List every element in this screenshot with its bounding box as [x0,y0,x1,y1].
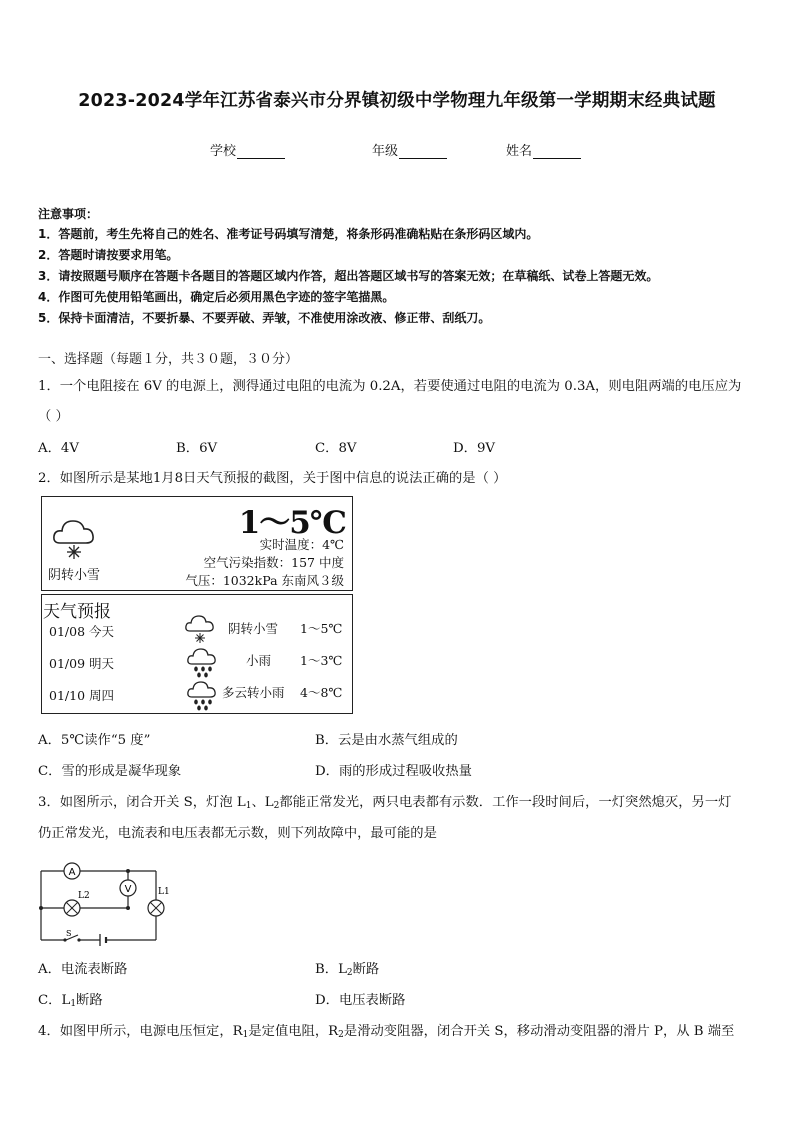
section-heading: 一、选择题（每题１分，共３０题，３０分） [38,352,299,367]
forecast-date: 01/08 今天 [49,624,114,639]
circuit-diagram [34,856,174,948]
notes-heading: 注意事项： [38,207,99,221]
forecast-date: 01/10 周四 [49,688,114,703]
forecast-condition: 小雨 [246,653,272,668]
q3-stem: 3．如图所示，闭合开关 S，灯泡 $L_1$、$L_2$都能正常发光，两只电表都有示数．工作一段时间后，一灯突然熄灭，另一灯 [38,795,732,811]
name-field[interactable] [506,140,581,159]
realtime-temperature: 实时温度：4℃ [259,537,344,552]
school-label: 学校 [210,144,237,159]
q4-stem: 4．如图甲所示，电源电压恒定，$R_1$是定值电阻，$R_2$是滑动变阻器，闭合开关 S，移动滑动变阻器的滑片 P，从 B 端至 [38,1024,735,1040]
note-item: 5．保持卡面清洁，不要折暴、不要弄破、弄皱，不准使用涂改液、修正带、刮纸刀。 [38,311,491,325]
note-item: 4．作图可先使用铅笔画出，确定后必须用黑色字迹的签字笔描黑。 [38,290,395,304]
snow-cloud-icon [50,511,100,561]
q1-option-c[interactable]: C．8V [315,441,357,456]
pressure-wind: 气压：1032kPa 东南风３级 [185,573,344,588]
switch-label: S [66,929,72,938]
school-blank[interactable] [237,146,285,159]
grade-label: 年级 [372,144,399,159]
lamp2-label: L2 [78,891,90,901]
weather-current-panel [41,496,353,591]
forecast-condition: 多云转小雨 [222,685,285,700]
grade-blank[interactable] [399,146,447,159]
note-item: 3．请按照题号顺序在答题卡各题目的答题区域内作答，超出答题区域书写的答案无效；在草稿纸、试卷上答题无效。 [38,269,659,283]
q2-option-a[interactable]: A．5℃读作“5 度” [38,733,151,748]
air-quality-index: 空气污染指数：157 中度 [203,555,344,570]
snow-cloud-icon [184,611,216,645]
q1-option-d[interactable]: D．9V [453,441,496,456]
weather-condition: 阴转小雪 [48,568,101,583]
q2-stem: 2．如图所示是某地1月8日天气预报的截图，关于图中信息的说法正确的是（ ） [38,471,507,486]
q1-stem: 1．一个电阻接在 6V 的电源上，测得通过电阻的电流为 0.2A，若要使通过电阻的电流为 0.3A，则电阻两端的电压应为 [38,379,742,394]
q1-option-b[interactable]: B．6V [176,441,218,456]
q1-stem-cont: （ ） [38,409,69,424]
q2-option-d[interactable]: D．雨的形成过程吸收热量 [315,764,472,779]
voltmeter-label: V [124,884,132,895]
forecast-condition: 阴转小雪 [228,621,279,636]
rain-cloud-icon [186,677,218,711]
note-item: 1．答题前，考生先将自己的姓名、准考证号码填写清楚，将条形码准确粘贴在条形码区域内。 [38,227,539,241]
grade-field[interactable] [372,140,447,159]
q2-option-c[interactable]: C．雪的形成是凝华现象 [38,764,182,779]
weather-forecast-panel [41,594,353,714]
name-blank[interactable] [533,146,581,159]
forecast-temp: 1～3℃ [300,653,343,668]
forecast-temp: 4～8℃ [300,685,343,700]
q3-stem-cont: 仍正常发光，电流表和电压表都无示数，则下列故障中，最可能的是 [38,826,437,841]
ammeter-label: A [68,867,76,878]
lamp1-label: L1 [158,887,170,897]
forecast-title: 天气预报 [43,602,111,622]
q2-option-b[interactable]: B．云是由水蒸气组成的 [315,733,458,748]
q3-option-d[interactable]: D．电压表断路 [315,993,406,1008]
forecast-temp: 1～5℃ [300,621,343,636]
forecast-date: 01/09 明天 [49,656,114,671]
q3-option-c[interactable]: C．$L_1$断路 [38,993,103,1009]
temperature-range: 1～5℃ [238,505,346,541]
name-label: 姓名 [506,144,533,159]
q3-option-b[interactable]: B．$L_2$断路 [315,962,380,978]
q1-option-a[interactable]: A．4V [38,441,79,456]
note-item: 2．答题时请按要求用笔。 [38,248,179,262]
rain-cloud-icon [186,644,218,678]
school-field[interactable] [210,140,285,159]
q3-option-a[interactable]: A．电流表断路 [38,962,128,977]
exam-title: 2023-2024学年江苏省泰兴市分界镇初级中学物理九年级第一学期期末经典试题 [78,91,716,111]
